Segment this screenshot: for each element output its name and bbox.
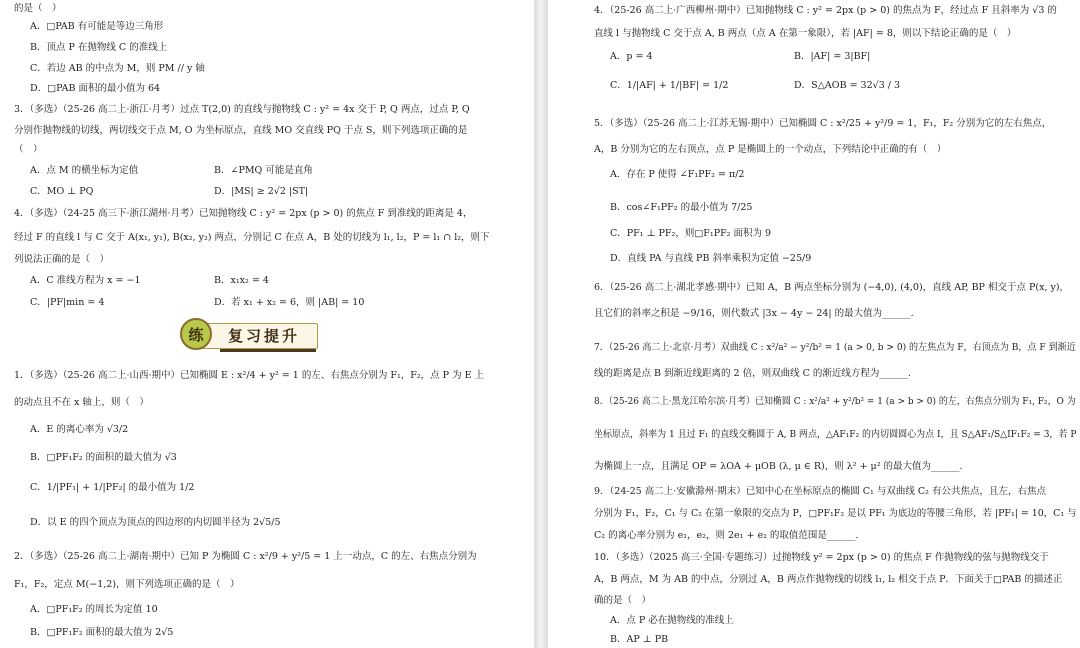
left-text-line: 经过 F 的直线 l 与 C 交于 A(x₁, y₁), B(x₂, y₂) 两点，分别记 C 在点 A，B 处的切线为 l₁, l₂，P = l₁ ∩ l₂，则下 [14, 232, 490, 243]
review-section-banner [180, 317, 318, 351]
left-text-line: B．∠PMQ 可能是直角 [214, 165, 313, 176]
left-text-line: 1．（多选）（25-26 高二上·山西·期中）已知椭圆 E : x²/4 + y² = 1 的左、右焦点分别为 F₁，F₂，点 P 为 E 上 [14, 370, 485, 381]
right-text-line: 9．（24-25 高二上·安徽滁州·期末）已知中心在坐标原点的椭圆 C₁ 与双曲线 C₂ 有公共焦点，且左，右焦点 [594, 486, 1046, 497]
left-text-line: 4．（多选）（24-25 高三下·浙江湖州·月考）已知抛物线 C : y² = 2px (p > 0) 的焦点 F 到准线的距离是 4， [14, 208, 473, 219]
left-text-line: B．顶点 P 在抛物线 C 的准线上 [30, 42, 168, 53]
right-text-line: A．存在 P 使得 ∠F₁PF₂ = π/2 [610, 169, 745, 180]
left-text-line: A．□PF₁F₂ 的周长为定值 10 [30, 604, 158, 615]
practice-badge-icon: 练 [180, 318, 212, 350]
right-text-line: 8．（25-26 高二上·黑龙江哈尔滨·月考）已知椭圆 C : x²/a² + y²/b² = 1 (a > b > 0) 的左，右焦点分别为 F₁, F₂，O 为 [594, 396, 1076, 407]
left-text-line: A．E 的离心率为 √3/2 [30, 424, 129, 435]
left-text-line: 2．（多选）（25-26 高二上·湖南·期中）已知 P 为椭圆 C : x²/9 + y²/5 = 1 上一动点，C 的左、右焦点分别为 [14, 551, 477, 562]
left-text-line: D．□PAB 面积的最小值为 64 [30, 83, 161, 94]
left-text-line: D．以 E 的四个顶点为顶点的四边形的内切圆半径为 2√5/5 [30, 517, 281, 528]
right-text-line: C₂ 的离心率分别为 e₁，e₂，则 2e₁ + e₂ 的取值范围是______. [594, 530, 859, 541]
left-text-line: B．□PF₁F₂ 面积的最大值为 2√5 [30, 627, 174, 638]
left-text-line: A．点 M 的横坐标为定值 [30, 165, 139, 176]
left-text-line: 3．（多选）（25-26 高二上·浙江·月考）过点 T(2,0) 的直线与抛物线 C : y² = 4x 交于 P, Q 两点，过点 P, Q [14, 104, 470, 115]
left-text-line: F₁，F₂，定点 M(−1,2)，则下列选项正确的是（ ） [14, 579, 240, 590]
left-text-line: C．|PF|min = 4 [30, 297, 105, 308]
left-text-line: A．□PAB 有可能是等边三角形 [30, 21, 164, 32]
banner-underline [220, 349, 316, 352]
right-text-line: 7．（25-26 高二上·北京·月考）双曲线 C : x²/a² − y²/b² = 1 (a > 0, b > 0) 的左焦点为 F，右顶点为 B，点 F 到渐近 [594, 342, 1076, 353]
right-text-line: 5．（多选）（25-26 高二上·江苏无锡·期中）已知椭圆 C : x²/25 + y²/9 = 1，F₁，F₂ 分别为它的左右焦点， [594, 118, 1052, 129]
right-text-line: 6．（25-26 高二上·湖北孝感·期中）已知 A，B 两点坐标分别为 (−4,0), (4,0)，直线 AP, BP 相交于点 P(x, y)， [594, 282, 1070, 293]
left-text-line: 的是（ ） [14, 3, 62, 14]
left-text-line: B．□PF₁F₂ 的面积的最大值为 √3 [30, 452, 177, 463]
right-text-line: B．AP ⊥ PB [610, 634, 669, 645]
right-text-line: 且它们的斜率之积是 −9/16，则代数式 |3x − 4y − 24| 的最大值为______. [594, 308, 914, 319]
right-text-line: A．点 P 必在抛物线的准线上 [610, 615, 734, 626]
right-text-line: 直线 l 与抛物线 C 交于点 A, B 两点（点 A 在第一象限），若 |AF| = 8，则以下结论正确的是（ ） [594, 28, 1017, 39]
right-text-line: 4．（25-26 高二上·广西柳州·期中）已知抛物线 C : y² = 2px (p > 0) 的焦点为 F，经过点 F 且斜率为 √3 的 [594, 5, 1057, 16]
right-text-line: 线的距离是点 B 到渐近线距离的 2 倍，则双曲线 C 的渐近线方程为______. [594, 368, 911, 379]
right-text-line: C．PF₁ ⊥ PF₂，则□F₁PF₂ 面积为 9 [610, 228, 772, 239]
left-text-line: C．1/|PF₁| + 1/|PF₂| 的最小值为 1/2 [30, 482, 195, 493]
right-page [548, 0, 1080, 648]
left-text-line: A．C 准线方程为 x = −1 [30, 275, 141, 286]
right-text-line: 确的是（ ） [594, 595, 652, 606]
right-text-line: D．S△AOB = 32√3 / 3 [794, 80, 901, 91]
right-text-line: 分别为 F₁，F₂，C₁ 与 C₂ 在第一象限的交点为 P，□PF₁F₂ 是以 PF₁ 为底边的等腰三角形，若 |PF₁| = 10，C₁ 与 [594, 508, 1077, 519]
right-text-line: A．p = 4 [610, 51, 653, 62]
left-text-line: 的动点且不在 x 轴上，则（ ） [14, 397, 149, 408]
left-text-line: C．MO ⊥ PQ [30, 186, 94, 197]
left-text-line: B．x₁x₂ = 4 [214, 275, 269, 286]
left-text-line: 列说法正确的是（ ） [14, 254, 110, 265]
right-text-line: C．1/|AF| + 1/|BF| = 1/2 [610, 80, 729, 91]
left-text-line: D．若 x₁ + x₂ = 6，则 |AB| = 10 [214, 297, 365, 308]
right-text-line: A，B 两点，M 为 AB 的中点，分别过 A，B 两点作抛物线的切线 l₁, l₂ 相交于点 P．下面关于□PAB 的描述正 [594, 574, 1063, 585]
right-text-line: 10．（多选）（2025 高三·全国·专题练习）过抛物线 y² = 2px (p > 0) 的焦点 F 作抛物线的弦与抛物线交于 [594, 552, 1049, 563]
left-text-line: D．|MS| ≥ 2√2 |ST| [214, 186, 309, 197]
right-text-line: B．|AF| = 3|BF| [794, 51, 871, 62]
right-text-line: B．cos∠F₁PF₂ 的最小值为 7/25 [610, 202, 753, 213]
banner-title: 复习提升 [228, 327, 301, 345]
left-text-line: C．若边 AB 的中点为 M，则 PM // y 轴 [30, 63, 205, 74]
right-text-line: A，B 分别为它的左右顶点，点 P 是椭圆上的一个动点，下列结论中正确的有（ ） [594, 144, 947, 155]
right-text-line: 为椭圆上一点，且满足 OP = λOA + μOB (λ, μ ∈ R)，则 λ² + μ² 的最大值为______. [594, 461, 963, 472]
page-gutter [534, 0, 548, 648]
right-text-line: 坐标原点，斜率为 1 且过 F₁ 的直线交椭圆于 A, B 两点，△AF₁F₂ 的内切圆圆心为点 I，且 S△AF₁/S△IF₁F₂ = 3，若 P [594, 429, 1077, 440]
left-text-line: （ ） [14, 144, 43, 155]
right-text-line: D．直线 PA 与直线 PB 斜率乘积为定值 −25/9 [610, 253, 812, 264]
left-text-line: 分别作抛物线的切线，两切线交于点 M, O 为坐标原点，直线 MO 交直线 PQ 于点 S，则下列选项正确的是 [14, 125, 468, 136]
